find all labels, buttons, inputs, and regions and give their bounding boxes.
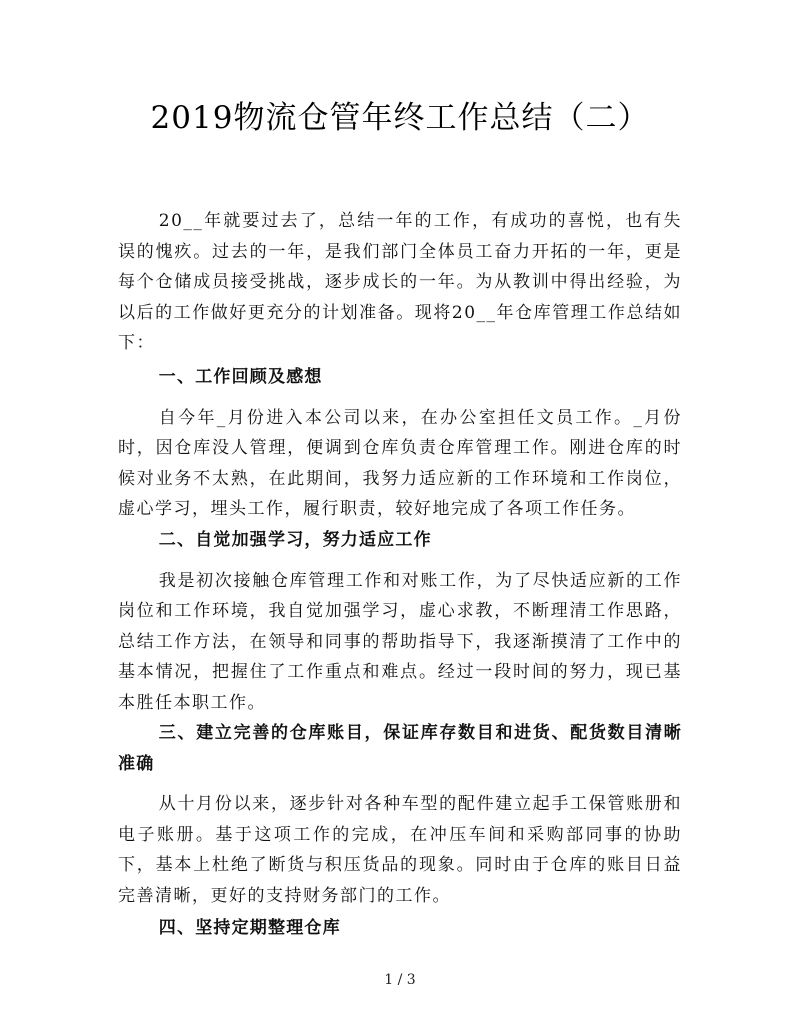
document-title: 2019物流仓管年终工作总结（二） [150, 100, 650, 136]
section-paragraph: 自今年_月份进入本公司以来，在办公室担任文员工作。_月份时，因仓库没人管理，便调到仓库负责仓库管理工作。刚进仓库的时候对业务不太熟，在此期间，我努力适应新的工作环境和工作岗位，虚心学习，埋头工作，履行职责，较好地完成了各项工作任务。 [118, 407, 682, 519]
section-heading: 一、工作回顾及感想 [158, 367, 323, 387]
section-1 [118, 362, 682, 525]
document-body [118, 206, 682, 359]
page-number: 1 / 3 [384, 972, 416, 988]
section-heading: 四、坚持定期整理仓库 [158, 918, 341, 938]
section-4 [118, 913, 682, 944]
section-heading: 二、自觉加强学习，努力适应工作 [158, 530, 432, 550]
section-paragraph: 从十月份以来，逐步针对各种车型的配件建立起手工保管账册和电子账册。基于这项工作的完成，在冲压车间和采购部同事的协助下，基本上杜绝了断货与积压货品的现象。同时由于仓库的账目日益完善清晰，更好的支持财务部门的工作。 [118, 794, 682, 906]
section-heading: 三、建立完善的仓库账目，保证库存数目和进货、配货数目清晰准确 [118, 723, 682, 774]
section-3 [118, 718, 682, 911]
section-2 [118, 525, 682, 718]
intro-paragraph: 20__年就要过去了，总结一年的工作，有成功的喜悦，也有失误的愧疚。过去的一年，是我们部门全体员工奋力开拓的一年，更是每个仓储成员接受挑战，逐步成长的一年。为从教训中得出经验，为以后的工作做好更充分的计划准备。现将20__年仓库管理工作总结如下： [118, 211, 682, 353]
section-paragraph: 我是初次接触仓库管理工作和对账工作，为了尽快适应新的工作岗位和工作环境，我自觉加强学习，虚心求教，不断理清工作思路，总结工作方法，在领导和同事的帮助指导下，我逐渐摸清了工作中的基本情况，把握住了工作重点和难点。经过一段时间的努力，现已基本胜任本职工作。 [118, 570, 682, 713]
